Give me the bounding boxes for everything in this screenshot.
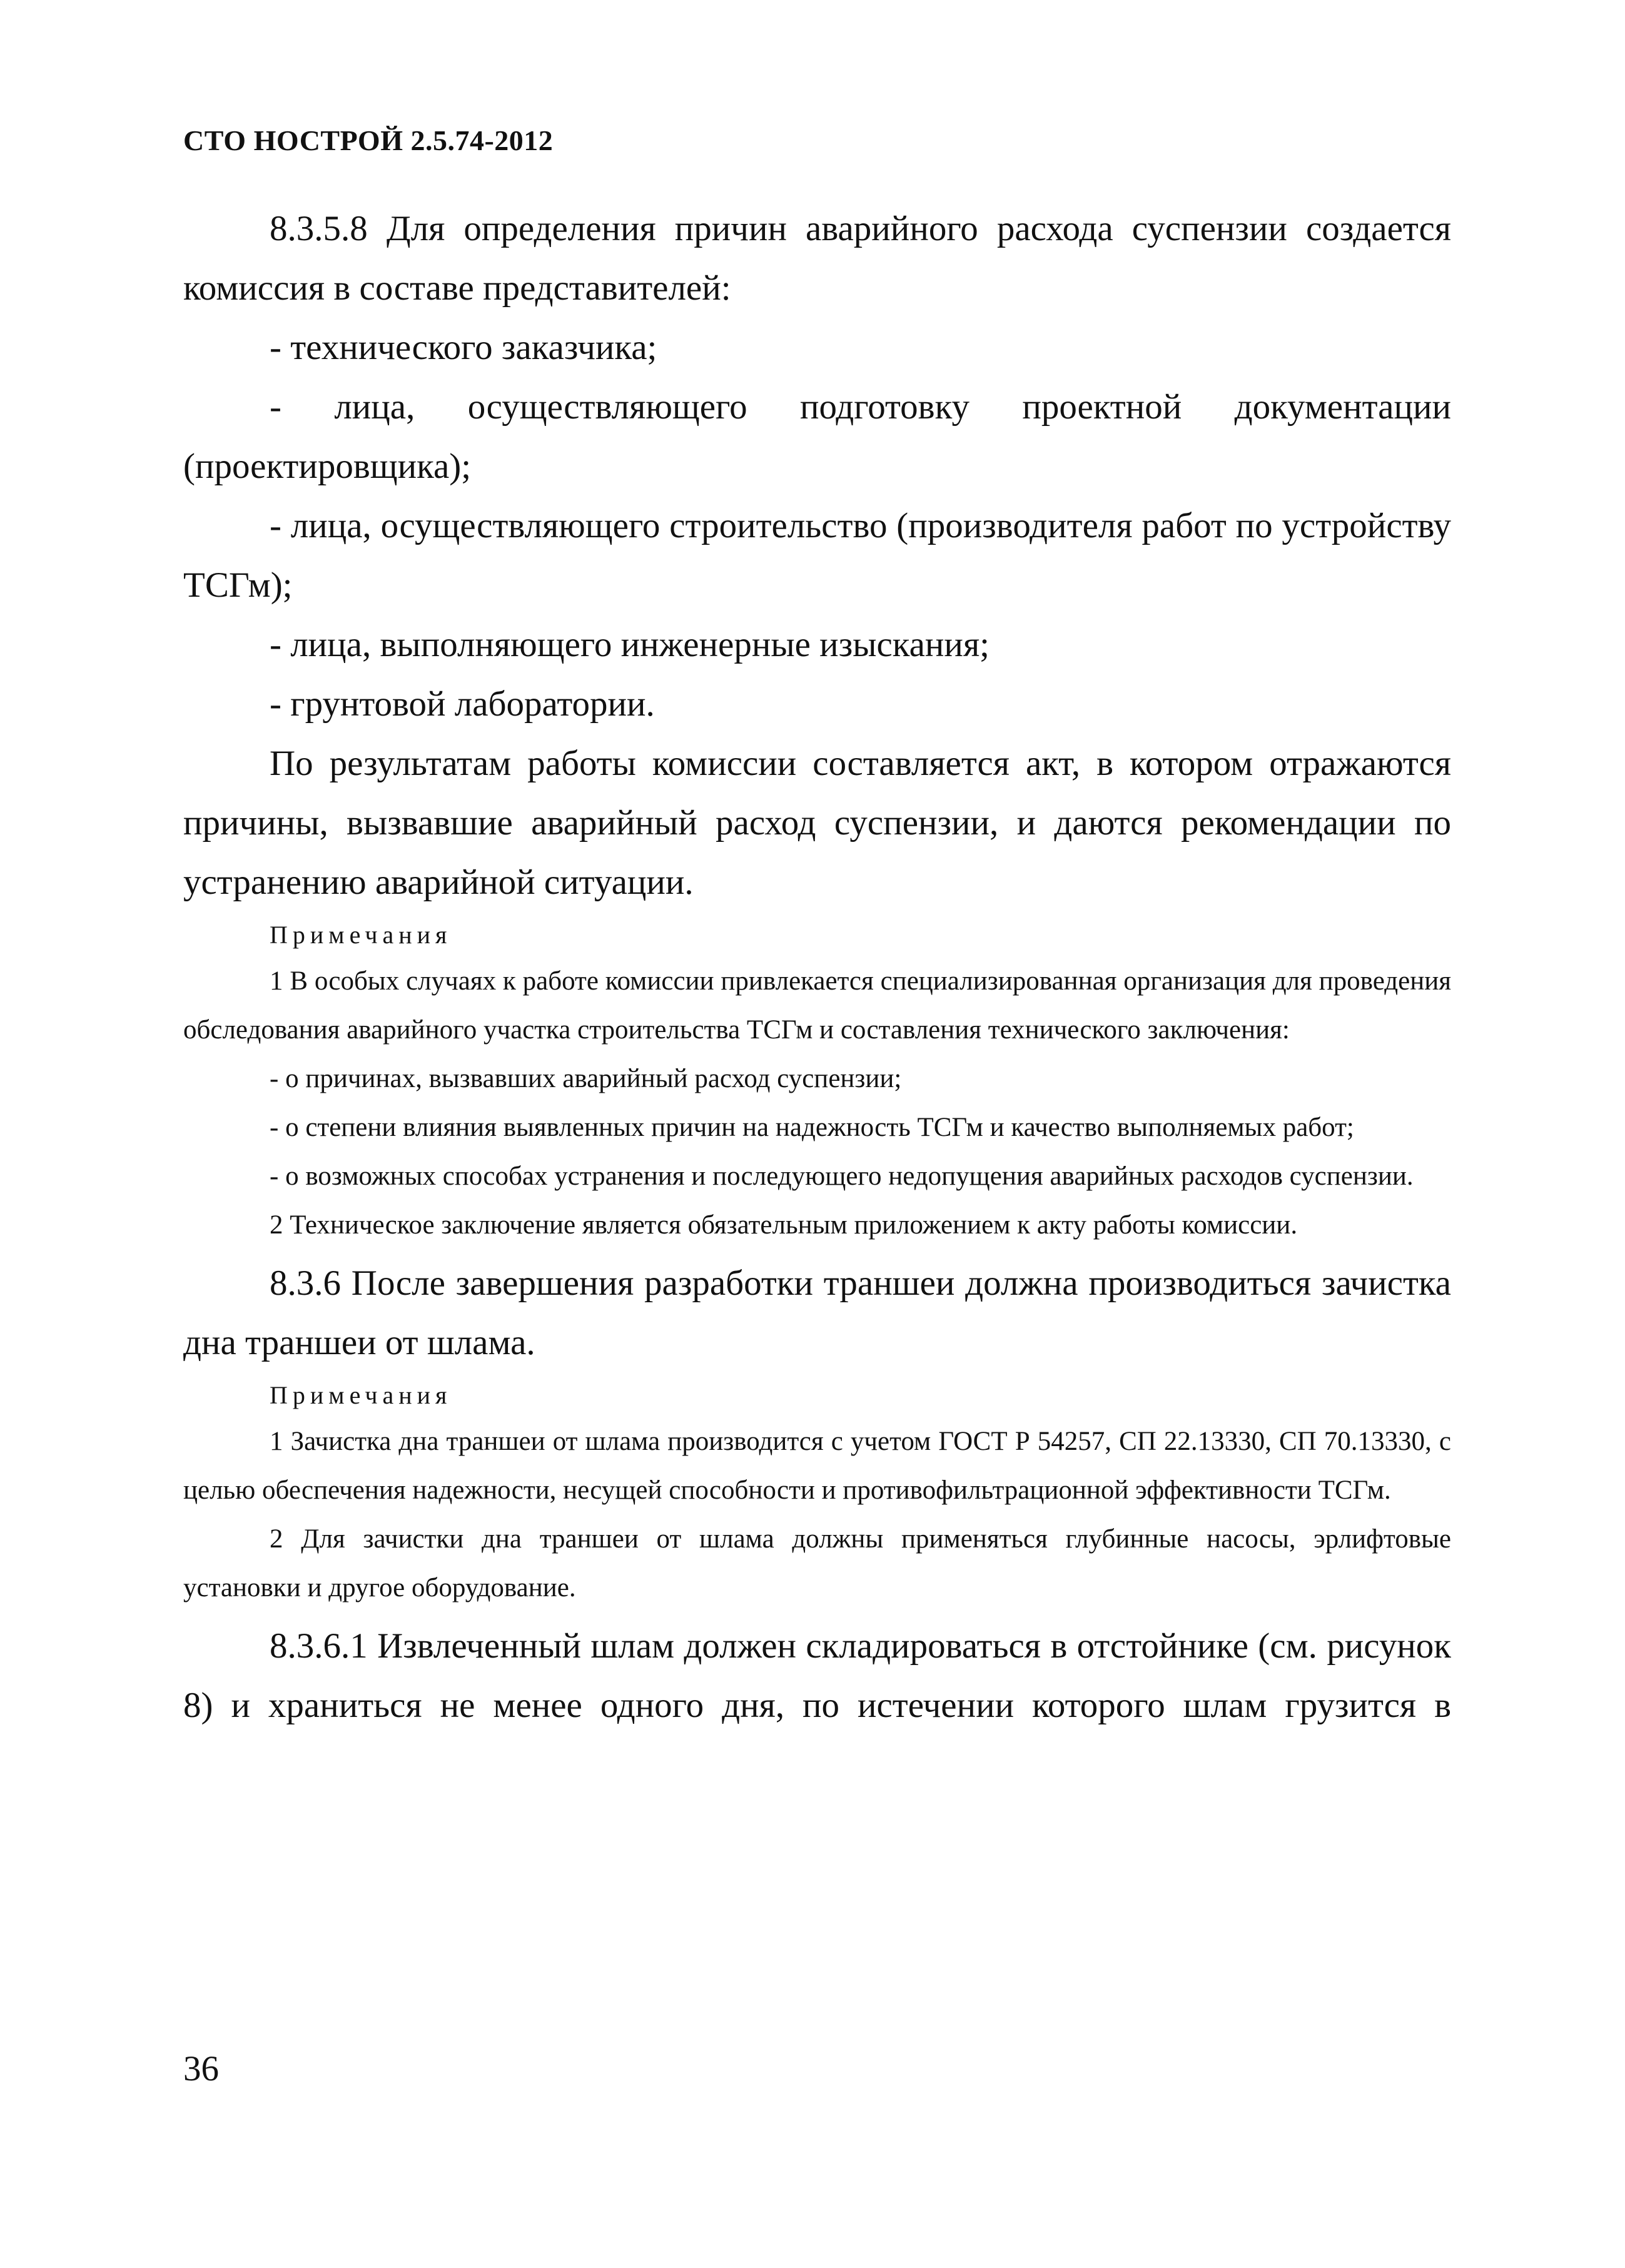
note-2-2: 2 Для зачистки дна траншеи от шлама должны применяться глубинные насосы, эрлифтовые установки и другое оборудование. bbox=[183, 1524, 1451, 1602]
document-body bbox=[183, 199, 1451, 1735]
list-item-laboratory: - грунтовой лаборатории. bbox=[270, 684, 655, 724]
note-1-1: 1 В особых случаях к работе комиссии привлекается специализированная организация для проведения обследования аварийного участка строительства ТСГм и составления технического заключения: bbox=[183, 966, 1451, 1045]
note-1-prevention: - о возможных способах устранения и последующего недопущения аварийных расходов суспензии. bbox=[270, 1162, 1414, 1191]
note-1-causes: - о причинах, вызвавших аварийный расход суспензии; bbox=[270, 1064, 902, 1093]
paragraph-8-3-6-1: 8.3.6.1 Извлеченный шлам должен складироваться в отстойнике (см. рисунок 8) и храниться не менее одного дня, по истечении которого шлам грузится в bbox=[183, 1626, 1451, 1725]
paragraph-commission-act: По результатам работы комиссии составляется акт, в котором отражаются причины, вызвавшие аварийный расход суспензии, и даются рекомендации по устранению аварийной ситуации. bbox=[183, 744, 1451, 902]
note-1-influence: - о степени влияния выявленных причин на надежность ТСГм и качество выполняемых работ; bbox=[270, 1113, 1354, 1142]
note-1-2: 2 Техническое заключение является обязательным приложением к акту работы комиссии. bbox=[270, 1210, 1298, 1240]
paragraph-8-3-5-8: 8.3.5.8 Для определения причин аварийного расхода суспензии создается комиссия в составе представителей: bbox=[183, 209, 1451, 308]
document-header: СТО НОСТРОЙ 2.5.74-2012 bbox=[183, 124, 554, 156]
list-item-designer: - лица, осуществляющего подготовку проектной документации (проектировщика); bbox=[183, 387, 1451, 486]
list-item-technical-customer: - технического заказчика; bbox=[270, 328, 657, 367]
note-2-1: 1 Зачистка дна траншеи от шлама производится с учетом ГОСТ Р 54257, СП 22.13330, СП 70.13330, с целью обеспечения надежности, несущей способности и противофильтрационной эффективности ТСГм. bbox=[183, 1427, 1451, 1505]
paragraph-8-3-6: 8.3.6 После завершения разработки траншеи должна производиться зачистка дна траншеи от шлама. bbox=[183, 1263, 1451, 1362]
page-number: 36 bbox=[183, 2049, 219, 2088]
notes-heading-1: Примечания bbox=[270, 921, 452, 949]
notes-heading-2: Примечания bbox=[270, 1381, 452, 1409]
list-item-builder: - лица, осуществляющего строительство (производителя работ по устройству ТСГм); bbox=[183, 506, 1451, 605]
list-item-surveyor: - лица, выполняющего инженерные изыскания; bbox=[270, 625, 990, 664]
